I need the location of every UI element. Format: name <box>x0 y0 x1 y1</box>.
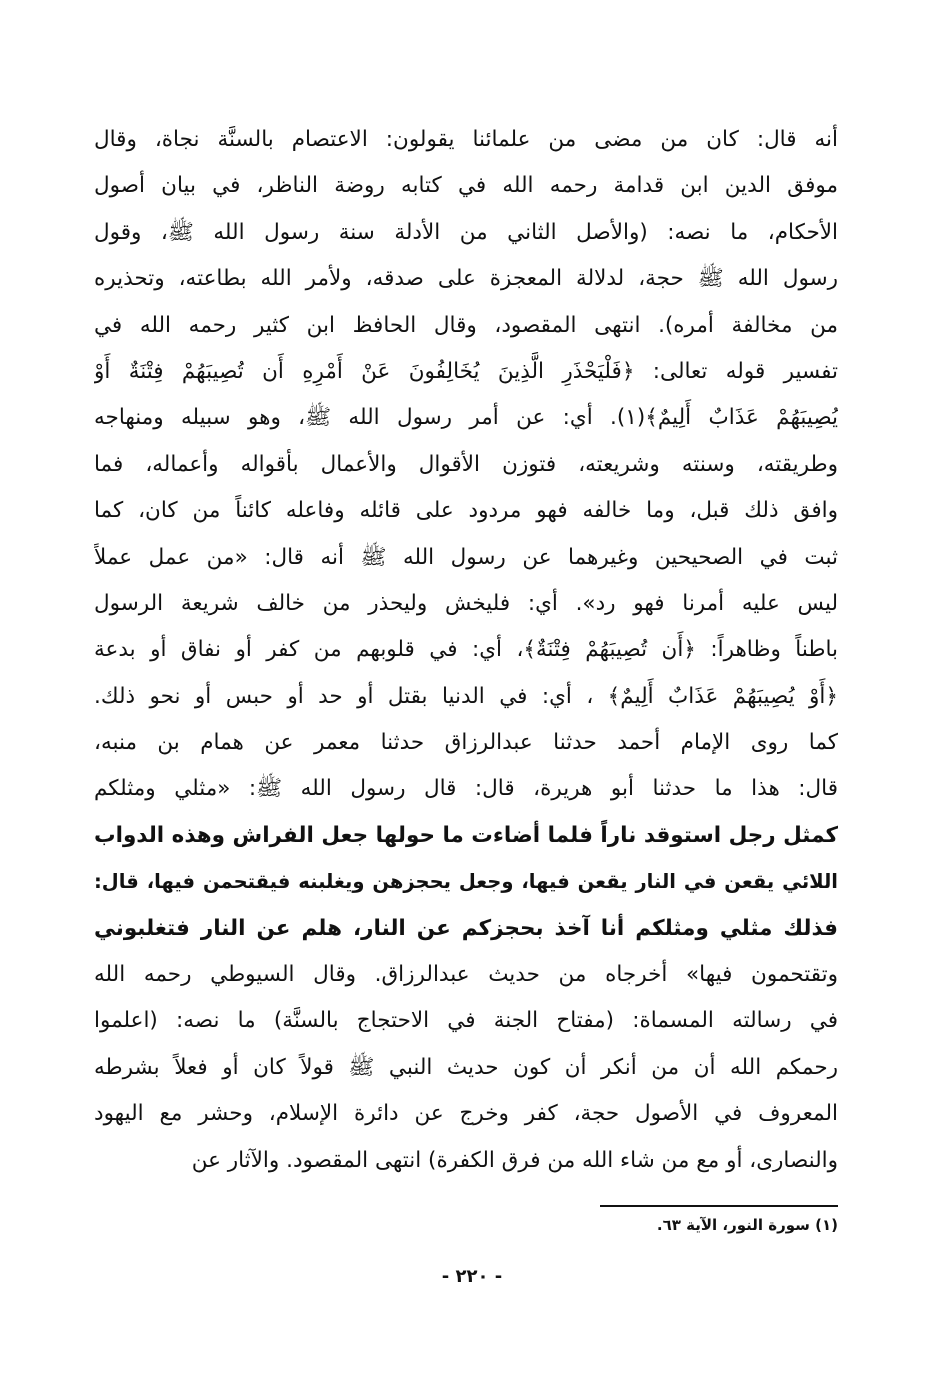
text-line: موفق الدين ابن قدامة رحمه الله في كتابه روضة الناظر، في بيان أصول <box>94 173 838 199</box>
text-line: باطناً وظاهراً: ﴿أَن تُصِيبَهُمْ فِتْنَةٌ﴾، أي: في قلوبهم من كفر أو نفاق أو بدعة <box>94 637 838 663</box>
text-line: والنصارى، أو مع من شاء الله من فرق الكفرة) انتهى المقصود. والآثار عن <box>191 1147 838 1173</box>
page-number: - ٢٢٠ - <box>441 1266 503 1287</box>
text-line: ثبت في الصحيحين وغيرهما عن رسول الله ﷺ أنه قال: «من عمل عملاً <box>94 544 838 570</box>
text-line: المعروف في الأصول حجة، كفر وخرج عن دائرة الإسلام، وحشر مع اليهود <box>94 1101 838 1127</box>
text-line: قال: هذا ما حدثنا أبو هريرة، قال: قال رسول الله ﷺ: «مثلي ومثلكم <box>94 776 838 802</box>
text-line: ﴿أَوْ يُصِيبَهُمْ عَذَابٌ أَلِيمٌ﴾ ، أي: في الدنيا بقتل أو حد أو حبس أو نحو ذلك. <box>94 683 838 709</box>
text-line: رحمكم الله أن من أنكر أن كون حديث النبي ﷺ قولاً كان أو فعلاً بشرطه <box>94 1054 838 1080</box>
text-line: وتقتحمون فيها» أخرجاه من حديث عبدالرزاق. وقال السيوطي رحمه الله <box>94 962 838 988</box>
text-line: ليس عليه أمرنا فهو رد». أي: فليخش وليحذر من خالف شريعة الرسول <box>94 590 838 616</box>
text-line: تفسير قوله تعالى: ﴿فَلْيَحْذَرِ الَّذِينَ يُخَالِفُونَ عَنْ أَمْرِهِ أَن تُصِيبَهُمْ فِتْنَةٌ أَوْ <box>94 358 838 384</box>
footnote: (١) سورة النور، الآية ٦٣. <box>656 1216 838 1234</box>
text-line: اللائي يقعن في النار يقعن فيها، وجعل يحجزهن ويغلبنه فيقتحمن فيها، قال: <box>94 870 838 894</box>
text-line: وطريقته، وسنته وشريعته، فتوزن الأقوال والأعمال بأقواله وأعماله، فما <box>94 451 838 477</box>
text-line: من مخالفة أمره). انتهى المقصود، وقال الحافظ ابن كثير رحمه الله في <box>94 312 838 338</box>
main-text <box>94 117 838 1184</box>
text-line: فذلك مثلي ومثلكم أنا آخذ بحجزكم عن النار، هلم عن النار فتغلبوني <box>94 915 838 941</box>
text-line: أنه قال: كان من مضى من علمائنا يقولون: الاعتصام بالسنَّة نجاة، وقال <box>94 127 838 152</box>
text-line: الأحكام، ما نصه: (والأصل الثاني من الأدلة سنة رسول الله ﷺ، وقول <box>94 219 838 245</box>
text-line: يُصِيبَهُمْ عَذَابٌ أَلِيمٌ﴾(١). أي: عن أمر رسول الله ﷺ، وهو سبيله ومنهاجه <box>94 405 838 431</box>
text-line: في رسالته المسماة: (مفتاح الجنة في الاحتجاج بالسنَّة) ما نصه: (اعلموا <box>94 1008 838 1034</box>
text-line: كما روى الإمام أحمد حدثنا عبدالرزاق حدثنا معمر عن همام بن منبه، <box>94 730 838 756</box>
text-line: كمثل رجل استوقد ناراً فلما أضاءت ما حولها جعل الفراش وهذه الدواب <box>94 822 838 848</box>
footnote-separator <box>600 1205 838 1207</box>
text-line: رسول الله ﷺ حجة، لدلالة المعجزة على صدقه، ولأمر الله بطاعته، وتحذيره <box>94 266 838 292</box>
text-line: وافق ذلك قبل، وما خالفه فهو مردود على قائله وفاعله كائناً من كان، كما <box>94 498 838 524</box>
